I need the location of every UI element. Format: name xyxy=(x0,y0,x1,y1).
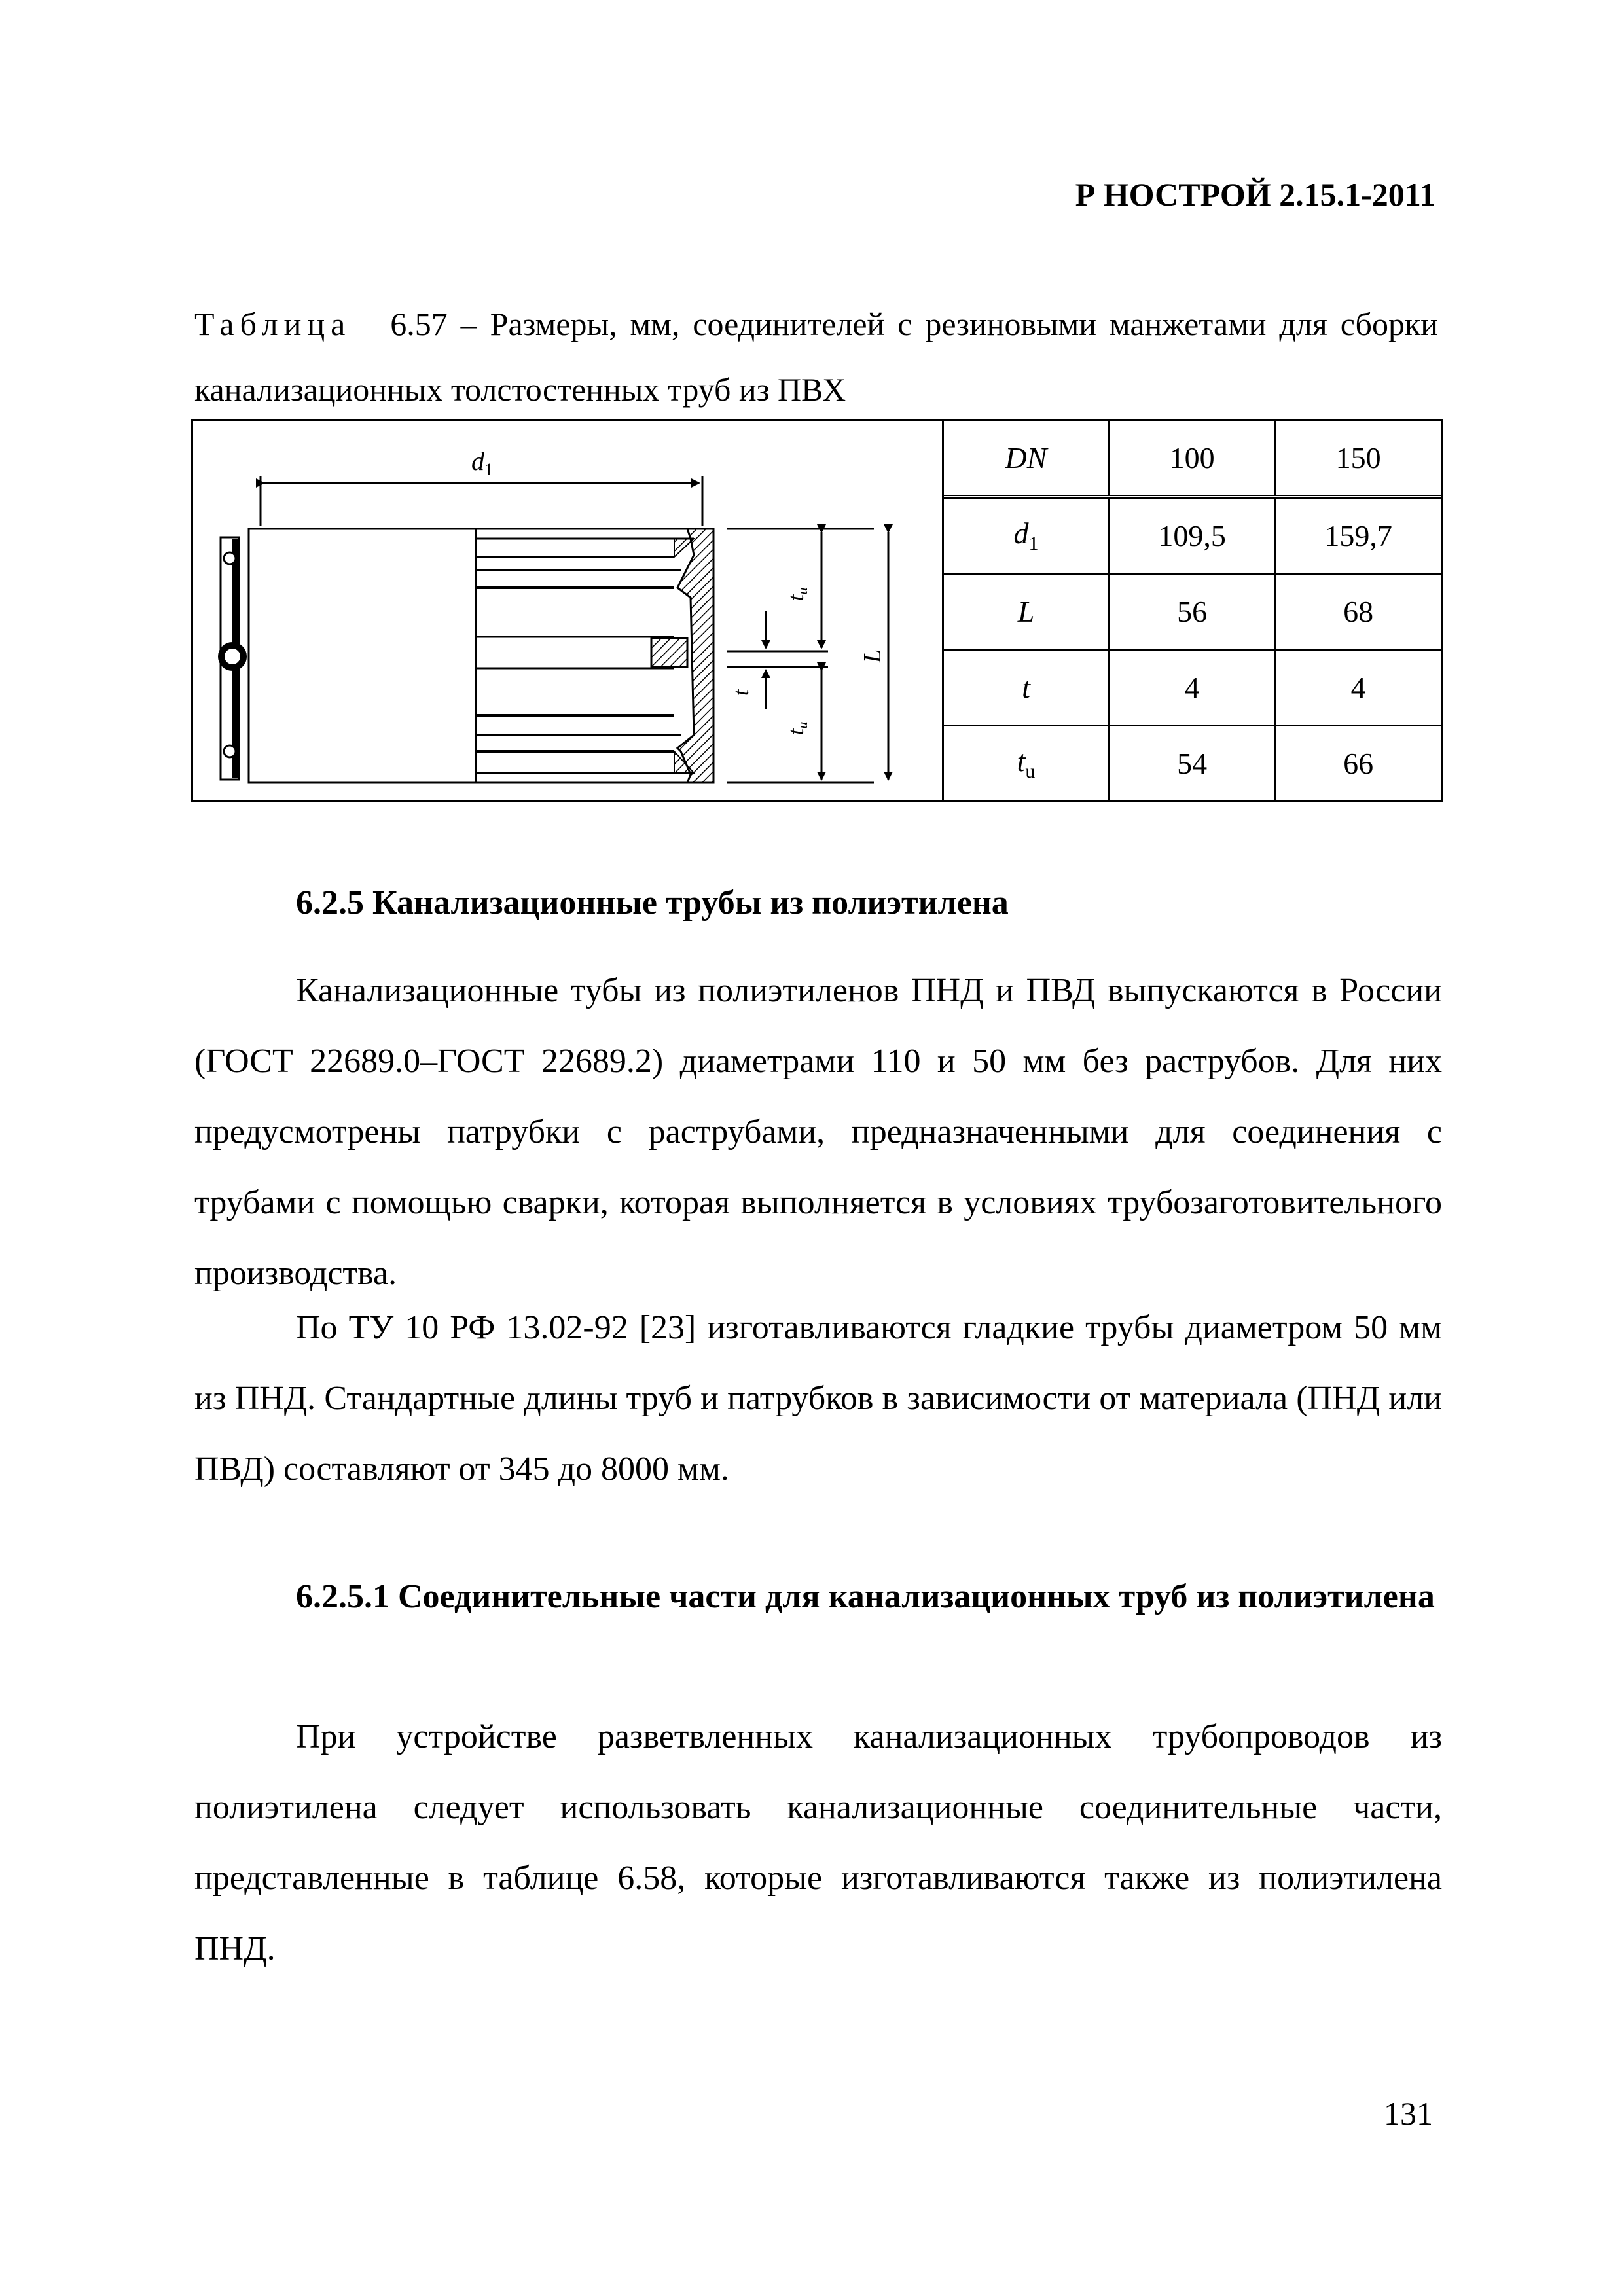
value-cell-v100: 100 xyxy=(1110,421,1275,497)
value-cell-v150: 159,7 xyxy=(1275,497,1441,574)
param-cell: t xyxy=(944,650,1110,726)
table-caption-text: 6.57 – Размеры, мм, соединителей с резиновыми манжетами для сборки канализационных толстостенных труб из ПВХ xyxy=(194,306,1438,408)
section-625-paragraph-1: Канализационные тубы из полиэтиленов ПНД и ПВД выпускаются в России (ГОСТ 22689.0–ГОСТ 22689.2) диаметрами 110 и 50 мм без раструбов. Для них предусмотрены патрубки с раструбами, предназначенными для соединения с трубами с помощью сварки, которая выполняется в условиях трубозаготовительного производства. xyxy=(194,972,1442,1292)
section-6251-paragraph-1: При устройстве разветвленных канализационных трубопроводов из полиэтилена следует использовать канализационные соединительные части, представленные в таблице 6.58, которые изготавливаются также из полиэтилена ПНД. xyxy=(194,1718,1442,1967)
value-cell-v150: 4 xyxy=(1275,650,1441,726)
value-cell-v100: 4 xyxy=(1110,650,1275,726)
value-cell-v150: 150 xyxy=(1275,421,1441,497)
section-625-paragraph-2: По ТУ 10 РФ 13.02-92 [23] изготавливаются гладкие трубы диаметром 50 мм из ПНД. Стандартные длины труб и патрубков в зависимости от материала (ПНД или ПВД) составляют от 345 до 8000 мм. xyxy=(194,1309,1442,1488)
middle-seal xyxy=(651,638,687,667)
section-6251-heading: 6.2.5.1 Соединительные части для канализационных труб из полиэтилена xyxy=(296,1578,1435,1615)
value-cell-v100: 109,5 xyxy=(1110,497,1275,574)
tu-upper-label: tu xyxy=(784,587,810,601)
connector-cross-section-drawing xyxy=(193,421,942,800)
table-row xyxy=(944,421,1441,497)
value-cell-v100: 54 xyxy=(1110,726,1275,801)
L-label: L xyxy=(859,649,886,663)
page-number: 131 xyxy=(1384,2095,1433,2132)
param-cell: $t_u$ xyxy=(944,726,1110,801)
tu-lower-label: tu xyxy=(784,721,810,735)
table-row xyxy=(944,497,1441,574)
value-cell-v150: 68 xyxy=(1275,574,1441,650)
connector-dimensions-table xyxy=(191,419,1443,802)
t-label: t xyxy=(729,689,753,696)
d1-label: $d_1$ xyxy=(471,446,493,479)
document-code-header: Р НОСТРОЙ 2.15.1-2011 xyxy=(1075,176,1435,213)
table-row xyxy=(944,726,1441,801)
value-cell-v100: 56 xyxy=(1110,574,1275,650)
table-caption-label: Таблица xyxy=(194,306,352,342)
table-row xyxy=(944,650,1441,726)
connector-body xyxy=(249,529,713,783)
section-625-heading: 6.2.5 Канализационные трубы из полиэтилена xyxy=(296,884,1009,922)
param-cell: $d_1$ xyxy=(944,497,1110,574)
connector-drawing-cell xyxy=(193,421,944,800)
dimension-values-table xyxy=(944,421,1441,800)
table-caption xyxy=(194,291,1438,422)
param-cell: DN xyxy=(944,421,1110,497)
table-row xyxy=(944,574,1441,650)
value-cell-v150: 66 xyxy=(1275,726,1441,801)
param-cell: L xyxy=(944,574,1110,650)
